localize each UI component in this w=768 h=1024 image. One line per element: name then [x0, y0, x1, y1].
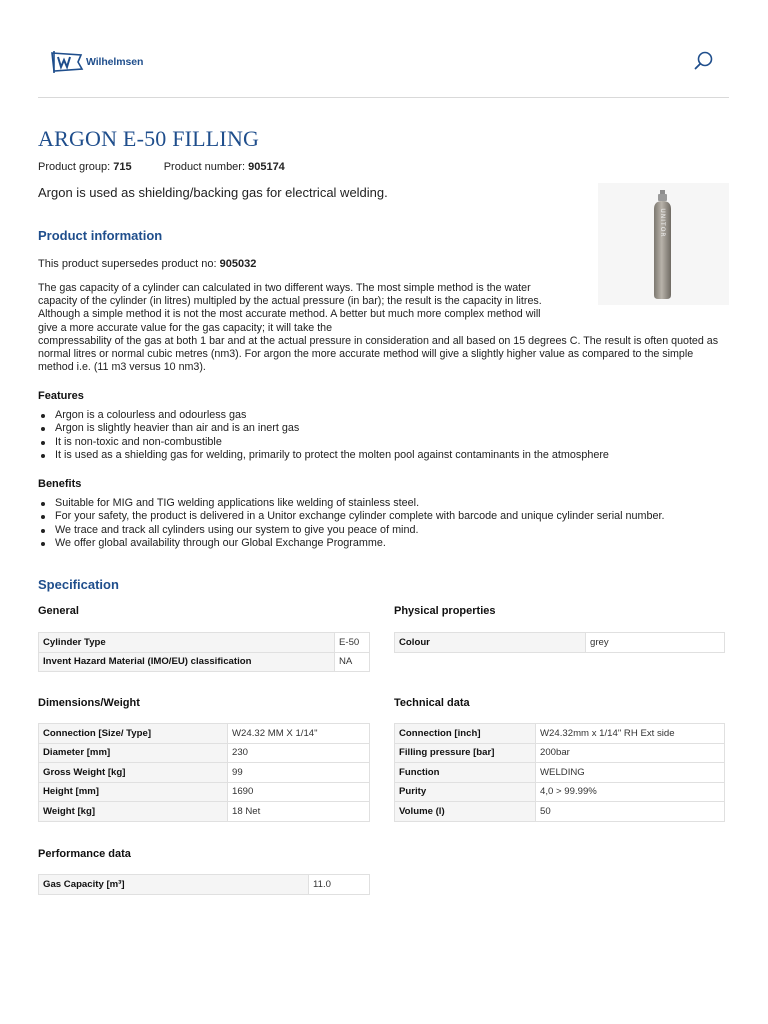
- spec-key: Purity: [395, 782, 536, 802]
- site-header: [38, 40, 729, 98]
- search-button[interactable]: [693, 50, 715, 72]
- table-row: [39, 743, 370, 763]
- table-row: [39, 782, 370, 802]
- table-row: [39, 652, 370, 672]
- description-part-2: compressability of the gas at both 1 bar and at the actual pressure in consideration and all based on 15 degrees C. The result is often quoted as normal litres or normal cubic metres (nm3). For argon the more accurate method will give a slightly higher value as compared to the simple method i.e. (11 m3 versus 10 nm3).: [38, 334, 719, 374]
- product-description: [38, 282, 728, 374]
- physical-properties-heading: Physical properties: [394, 605, 496, 617]
- general-table: [38, 632, 370, 672]
- supersedes-text: [38, 258, 256, 270]
- spec-key: Colour: [395, 633, 586, 653]
- spec-key: Gas Capacity [m³]: [39, 875, 309, 895]
- specification-heading: Specification: [38, 577, 119, 592]
- spec-value: 11.0: [309, 875, 370, 895]
- spec-value: 99: [228, 763, 370, 783]
- table-row: [39, 633, 370, 653]
- product-number-label: Product number:: [163, 161, 246, 173]
- spec-key: Connection [inch]: [395, 724, 536, 744]
- table-row: [39, 802, 370, 822]
- product-group-label: Product group:: [38, 161, 111, 173]
- spec-value: 230: [228, 743, 370, 763]
- technical-data-table: [394, 723, 725, 822]
- wilhelmsen-flag-logo-icon: [51, 50, 85, 74]
- product-number-value: 905174: [248, 161, 285, 173]
- brand-name: Wilhelmsen: [86, 56, 144, 68]
- table-row: [39, 724, 370, 744]
- spec-value: 50: [536, 802, 725, 822]
- supersedes-label: This product supersedes product no:: [38, 258, 217, 270]
- spec-key: Filling pressure [bar]: [395, 743, 536, 763]
- general-heading: General: [38, 605, 79, 617]
- page-title: ARGON E-50 FILLING: [38, 126, 260, 151]
- spec-key: Weight [kg]: [39, 802, 228, 822]
- table-row: [395, 802, 725, 822]
- features-heading: Features: [38, 390, 84, 402]
- table-row: [395, 724, 725, 744]
- table-row: [395, 763, 725, 783]
- spec-key: Cylinder Type: [39, 633, 335, 653]
- physical-properties-table: [394, 632, 725, 653]
- list-item: Argon is slightly heavier than air and is an inert gas: [38, 422, 609, 435]
- technical-data-heading: Technical data: [394, 697, 470, 709]
- table-row: [39, 763, 370, 783]
- spec-key: Diameter [mm]: [39, 743, 228, 763]
- spec-value: W24.32 MM X 1/14": [228, 724, 370, 744]
- table-row: [39, 875, 370, 895]
- features-list: [38, 409, 609, 462]
- list-item: We offer global availability through our Global Exchange Programme.: [38, 537, 665, 550]
- spec-value: grey: [586, 633, 725, 653]
- spec-key: Function: [395, 763, 536, 783]
- benefits-heading: Benefits: [38, 478, 82, 490]
- list-item: It is used as a shielding gas for welding, primarily to protect the molten pool against contaminants in the atmosphere: [38, 449, 609, 462]
- spec-value: 18 Net: [228, 802, 370, 822]
- spec-key: Height [mm]: [39, 782, 228, 802]
- spec-key: Connection [Size/ Type]: [39, 724, 228, 744]
- wilhelmsen-logo[interactable]: [51, 50, 143, 74]
- list-item: We trace and track all cylinders using our system to give you peace of mind.: [38, 524, 665, 537]
- product-meta: [38, 161, 285, 173]
- spec-value: W24.32mm x 1/14" RH Ext side: [536, 724, 725, 744]
- dimensions-weight-table: [38, 723, 370, 822]
- product-group-value: 715: [113, 161, 132, 173]
- description-part-1: The gas capacity of a cylinder can calculated in two different ways. The most simple method is the water capacity of the cylinder (in litres) multipled by the actual pressure (in bar); the result is the capacity in litres. Although a simple method it is not the most accurate method. A better but much more complex method will give a more accurate value for the gas capacity; it will take the: [38, 282, 542, 334]
- performance-data-table: [38, 874, 370, 895]
- spec-value: WELDING: [536, 763, 725, 783]
- spec-key: Gross Weight [kg]: [39, 763, 228, 783]
- spec-value: 1690: [228, 782, 370, 802]
- supersedes-value: 905032: [219, 258, 257, 270]
- spec-value: NA: [335, 652, 370, 672]
- spec-value: 4,0 > 99.99%: [536, 782, 725, 802]
- list-item: For your safety, the product is delivered in a Unitor exchange cylinder complete with barcode and unique cylinder serial number.: [38, 510, 665, 523]
- spec-value: 200bar: [536, 743, 725, 763]
- list-item: Argon is a colourless and odourless gas: [38, 409, 609, 422]
- table-row: [395, 633, 725, 653]
- cylinder-label: UNITOR: [659, 208, 666, 238]
- search-icon: [693, 50, 715, 72]
- list-item: Suitable for MIG and TIG welding applications like welding of stainless steel.: [38, 497, 665, 510]
- table-row: [395, 782, 725, 802]
- benefits-list: [38, 497, 665, 550]
- table-row: [395, 743, 725, 763]
- product-intro: Argon is used as shielding/backing gas for electrical welding.: [38, 185, 388, 200]
- product-information-heading: Product information: [38, 228, 163, 243]
- performance-data-heading: Performance data: [38, 848, 131, 860]
- dimensions-weight-heading: Dimensions/Weight: [38, 697, 140, 709]
- spec-key: Volume (l): [395, 802, 536, 822]
- spec-value: E-50: [335, 633, 370, 653]
- spec-key: Invent Hazard Material (IMO/EU) classification: [39, 652, 335, 672]
- list-item: It is non-toxic and non-combustible: [38, 436, 609, 449]
